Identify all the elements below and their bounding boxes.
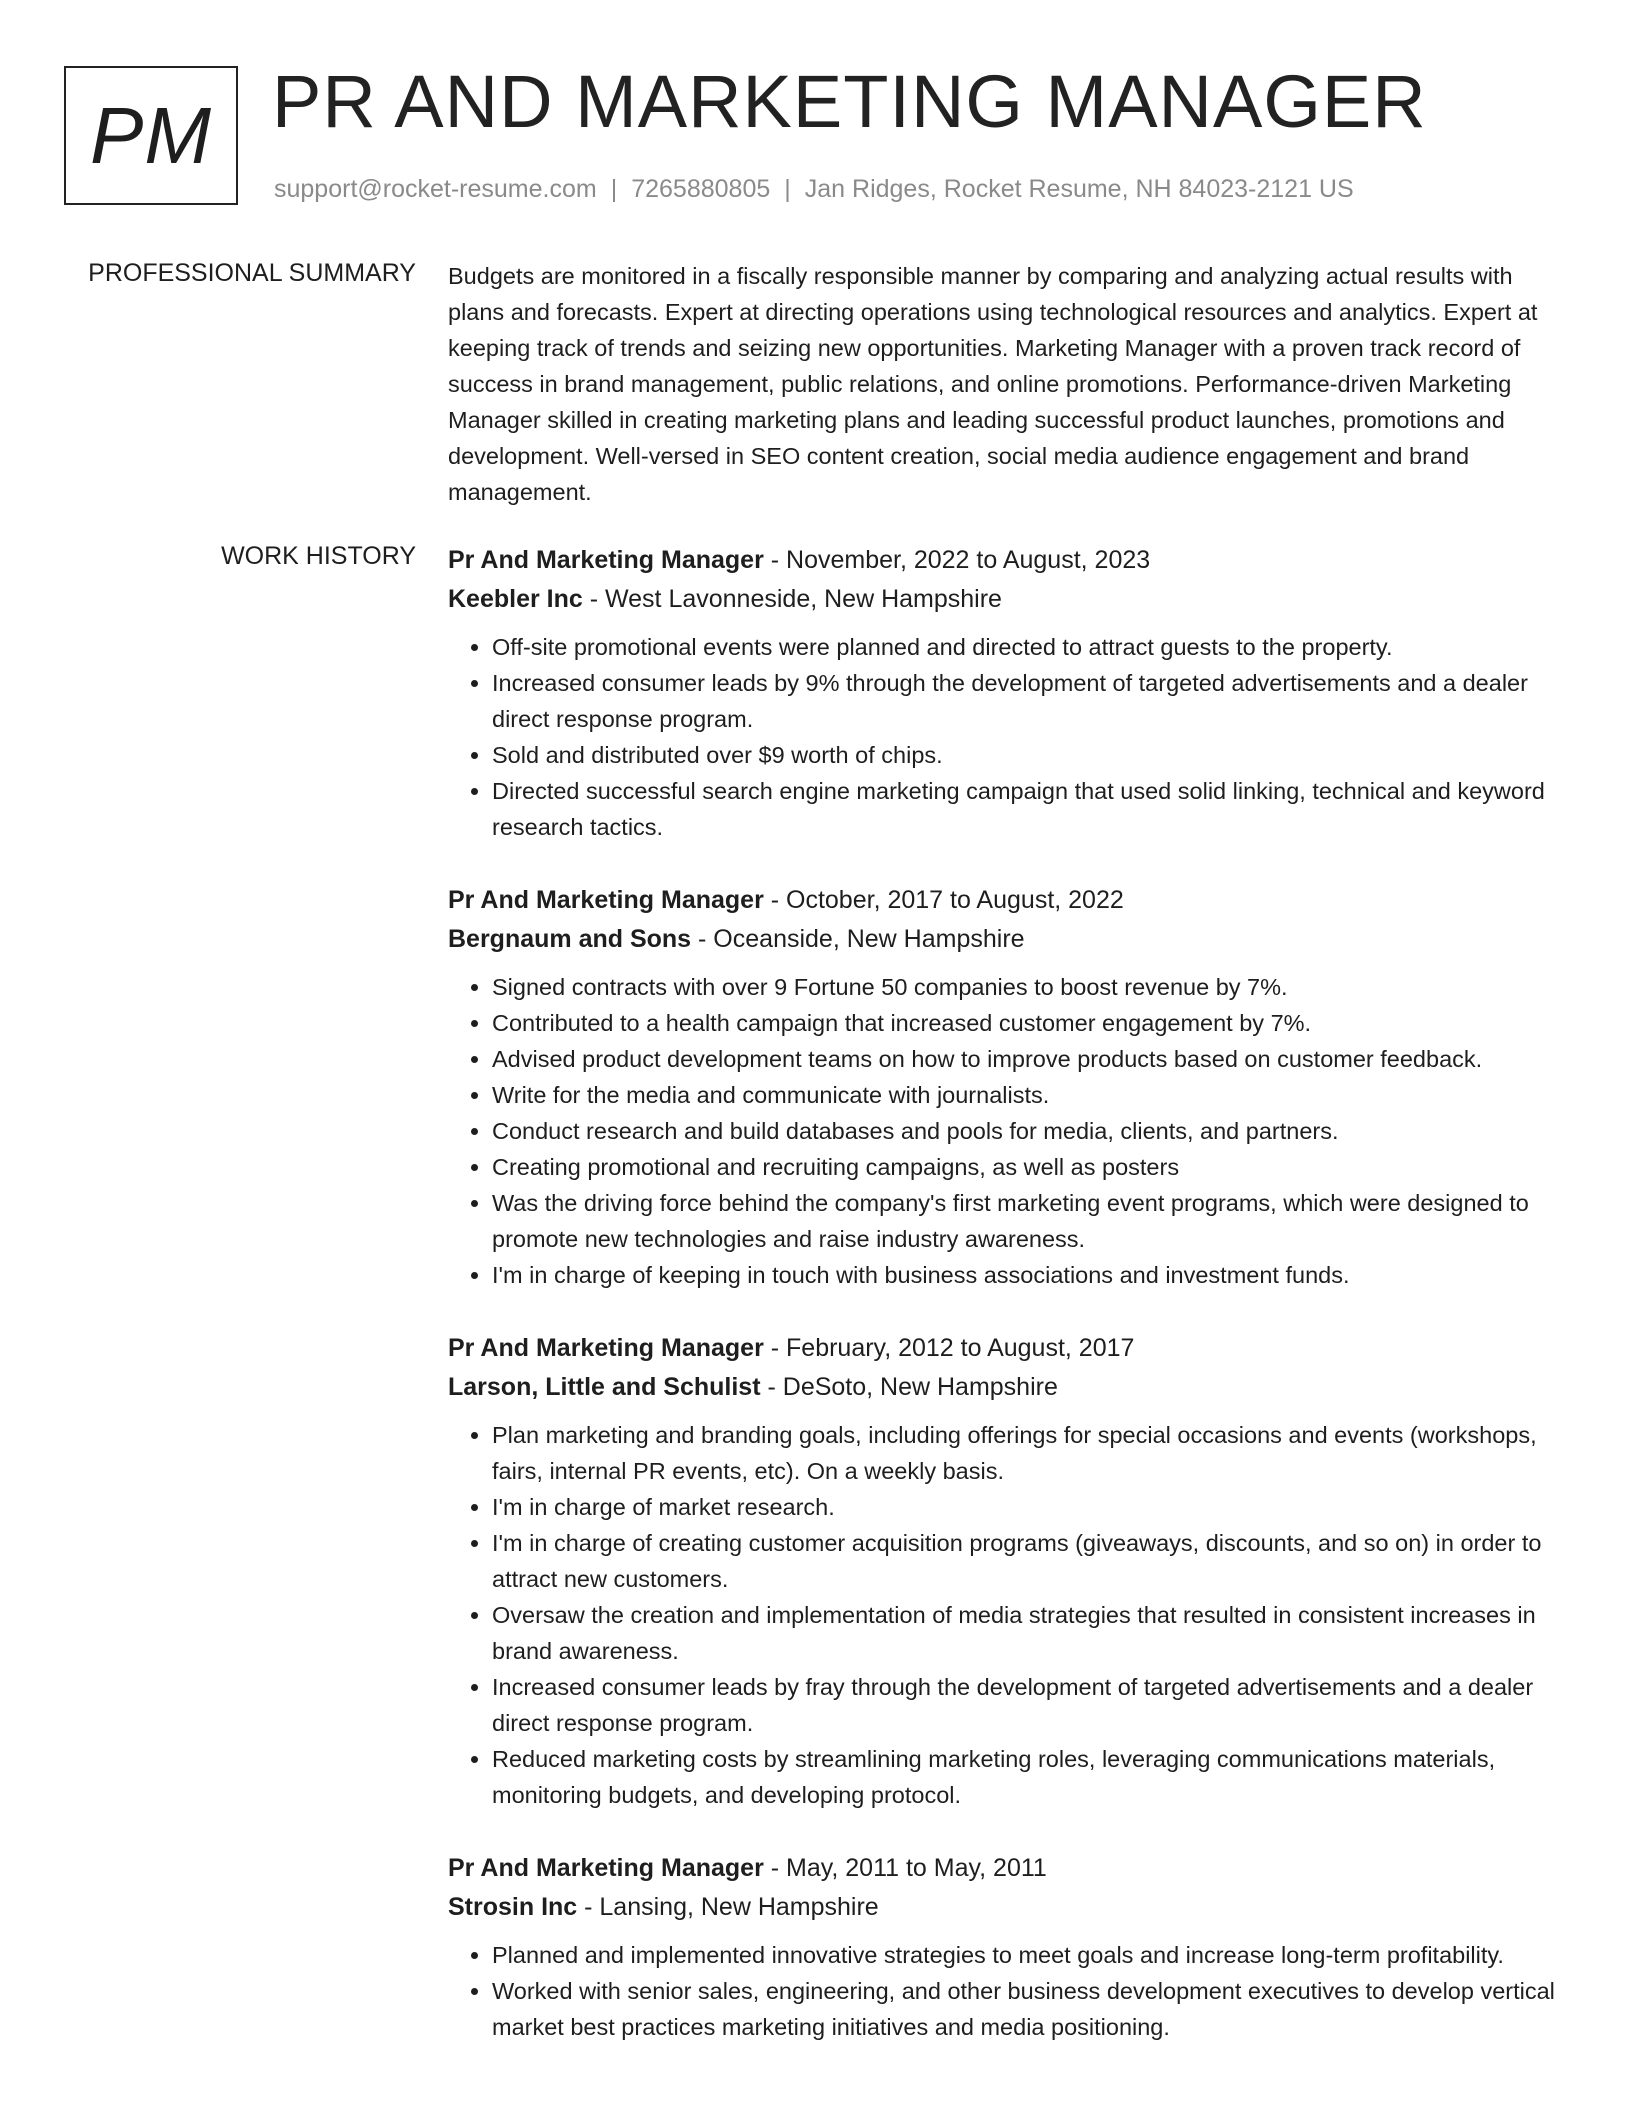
job-dates: - November, 2022 to August, 2023 <box>763 546 1151 574</box>
job-bullet: • Contributed to a health campaign that increased customer engagement by 7%. <box>492 1005 1568 1041</box>
contact-phone: 7265880805 <box>631 175 771 203</box>
work-history-body <box>448 541 1568 2081</box>
job-title: Pr And Marketing Manager <box>448 1854 764 1882</box>
summary-text: Budgets are monitored in a fiscally responsible manner by comparing and analyzing actual results with plans and forecasts. Expert at directing operations using technological resources and analytics. Expert at keeping track of trends and seizing new opportunities. Marketing Manager with a proven track record of success in brand management, public relations, and online promotions. Performance-driven Marketing Manager skilled in creating marketing plans and leading successful product launches, promotions and development. Well-versed in SEO content creation, social media audience engagement and brand management. <box>448 263 1538 505</box>
job-entry <box>448 1849 1568 2045</box>
job-bullet: • Signed contracts with over 9 Fortune 50 companies to boost revenue by 7%. <box>492 969 1568 1005</box>
job-bullet: • Increased consumer leads by fray through the development of targeted advertisements and a dealer direct response program. <box>492 1669 1568 1741</box>
contact-separator: | <box>784 175 791 203</box>
job-bullet-list <box>448 629 1568 845</box>
job-bullet: • Was the driving force behind the company's first marketing event programs, which were designed to promote new technologies and raise industry awareness. <box>492 1185 1568 1257</box>
job-entry <box>448 1329 1568 1813</box>
section-label-work: WORK HISTORY <box>221 542 416 570</box>
resume-title: PR AND MARKETING MANAGER <box>272 60 1427 143</box>
job-company-line <box>448 1368 1568 1407</box>
job-title: Pr And Marketing Manager <box>448 546 764 574</box>
job-bullet: • Sold and distributed over $9 worth of chips. <box>492 737 1568 773</box>
job-company: Strosin Inc <box>448 1893 578 1921</box>
job-bullet: • I'm in charge of creating customer acquisition programs (giveaways, discounts, and so on) in order to attract new customers. <box>492 1525 1568 1597</box>
job-bullet: • Oversaw the creation and implementation of media strategies that resulted in consistent increases in brand awareness. <box>492 1597 1568 1669</box>
section-label-summary: PROFESSIONAL SUMMARY <box>88 259 416 287</box>
job-bullet: • Conduct research and build databases and pools for media, clients, and partners. <box>492 1113 1568 1149</box>
job-location: - Oceanside, New Hampshire <box>691 925 1025 953</box>
job-bullet: • Plan marketing and branding goals, including offerings for special occasions and events (workshops, fairs, internal PR events, etc). On a weekly basis. <box>492 1417 1568 1489</box>
job-bullet: • Creating promotional and recruiting campaigns, as well as posters <box>492 1149 1568 1185</box>
job-bullet: • Planned and implemented innovative strategies to meet goals and increase long-term profitability. <box>492 1937 1568 1973</box>
job-dates: - February, 2012 to August, 2017 <box>763 1334 1135 1362</box>
job-bullet: • Directed successful search engine marketing campaign that used solid linking, technical and keyword research tactics. <box>492 773 1568 845</box>
contact-line <box>274 174 1354 204</box>
job-company: Keebler Inc <box>448 585 583 613</box>
job-company-line <box>448 920 1568 959</box>
job-bullet-list <box>448 1937 1568 2045</box>
summary-body <box>448 258 1568 510</box>
job-title-line <box>448 1849 1568 1888</box>
job-location: - DeSoto, New Hampshire <box>760 1373 1058 1401</box>
job-bullet-list <box>448 1417 1568 1813</box>
job-dates: - May, 2011 to May, 2011 <box>763 1854 1047 1882</box>
monogram-badge: PM <box>64 66 238 205</box>
job-dates: - October, 2017 to August, 2022 <box>763 886 1124 914</box>
job-company: Larson, Little and Schulist <box>448 1373 761 1401</box>
job-bullet: • Advised product development teams on how to improve products based on customer feedback. <box>492 1041 1568 1077</box>
job-title-line <box>448 1329 1568 1368</box>
job-location: - Lansing, New Hampshire <box>577 1893 879 1921</box>
job-entry <box>448 541 1568 845</box>
job-bullet: • Reduced marketing costs by streamlining marketing roles, leveraging communications materials, monitoring budgets, and developing protocol. <box>492 1741 1568 1813</box>
job-entry <box>448 881 1568 1293</box>
job-company: Bergnaum and Sons <box>448 925 692 953</box>
job-title-line <box>448 541 1568 580</box>
job-bullet-list <box>448 969 1568 1293</box>
job-location: - West Lavonneside, New Hampshire <box>582 585 1002 613</box>
job-title: Pr And Marketing Manager <box>448 1334 764 1362</box>
job-title: Pr And Marketing Manager <box>448 886 764 914</box>
contact-address: Jan Ridges, Rocket Resume, NH 84023-2121 US <box>804 175 1354 203</box>
job-bullet: • Increased consumer leads by 9% through the development of targeted advertisements and a dealer direct response program. <box>492 665 1568 737</box>
job-bullet: • Write for the media and communicate with journalists. <box>492 1077 1568 1113</box>
job-company-line <box>448 580 1568 619</box>
job-bullet: • Off-site promotional events were planned and directed to attract guests to the property. <box>492 629 1568 665</box>
contact-separator: | <box>610 175 618 203</box>
resume-header <box>64 60 1584 214</box>
job-bullet: • I'm in charge of market research. <box>492 1489 1568 1525</box>
job-bullet: • Worked with senior sales, engineering, and other business development executives to develop vertical market best practices marketing initiatives and media positioning. <box>492 1973 1568 2045</box>
job-company-line <box>448 1888 1568 1927</box>
contact-email: support@rocket-resume.com <box>274 175 597 203</box>
job-title-line <box>448 881 1568 920</box>
job-bullet: • I'm in charge of keeping in touch with business associations and investment funds. <box>492 1257 1568 1293</box>
